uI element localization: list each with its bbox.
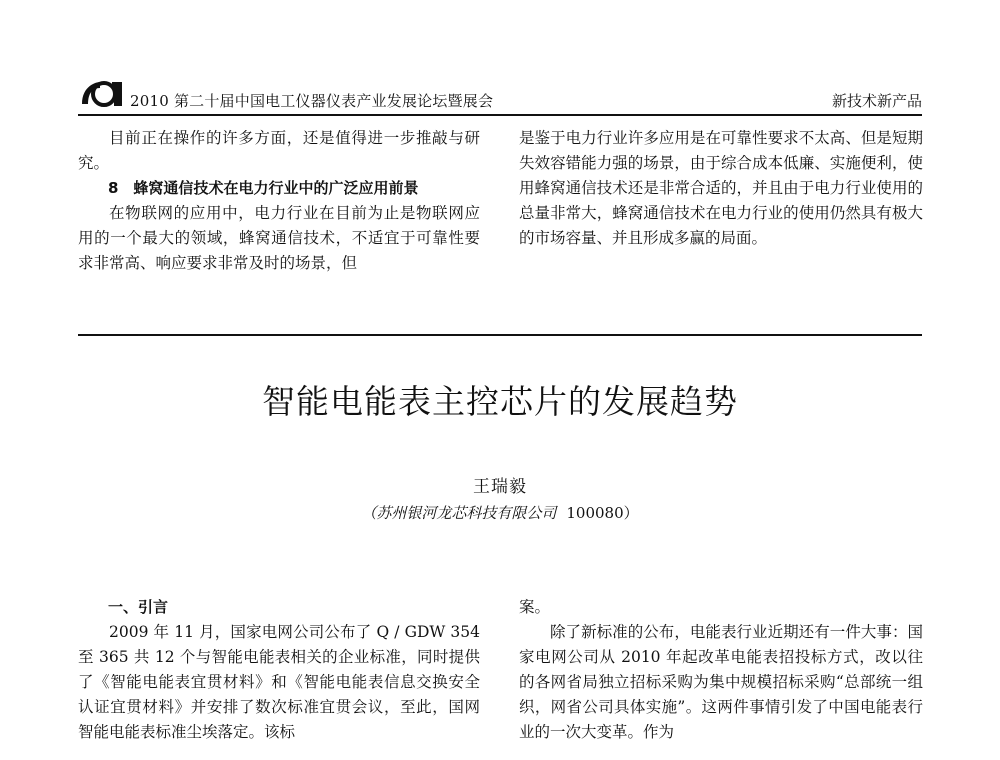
top-left-column (78, 126, 480, 276)
paragraph: 是鉴于电力行业许多应用是在可靠性要求不太高、但是短期失效容错能力强的场景，由于综合成本低廉、实施便利，使用蜂窝通信技术还是非常合适的，并且由于电力行业使用的总量非常大，蜂窝通信技术在电力行业的使用仍然具有极大的市场容量、并且形成多赢的局面。 (519, 129, 923, 247)
paragraph-continuation: 案。 (519, 598, 551, 616)
paragraph: 目前正在操作的许多方面，还是值得进一步推敲与研究。 (78, 129, 480, 172)
author-name: 王瑞毅 (473, 477, 527, 497)
article-divider (78, 334, 922, 336)
paragraph: 在物联网的应用中，电力行业在目前为止是物联网应用的一个最大的领域，蜂窝通信技术，不适宜于可靠性要求非常高、响应要求非常及时的场景，但 (78, 204, 480, 272)
section-tag: 新技术新产品 (831, 92, 922, 110)
paragraph: 除了新标准的公布，电能表行业近期还有一件大事：国家电网公司从 2010 年起改革电能表招投标方式，改以往的各网省局独立招标采购为集中规模招标采购“总部统一组织，网省公司具体实施”。这两件事情引发了中国电能表行业的一次大变革。作为 (519, 623, 923, 741)
running-header (78, 74, 922, 112)
intro-heading: 一、引言 (108, 598, 169, 616)
postcode: 100080） (566, 504, 639, 522)
affiliation-name: （苏州银河龙芯科技有限公司 (361, 504, 557, 522)
bottom-left-column (78, 595, 480, 745)
header-divider (78, 114, 922, 116)
section-heading: 8 蜂窝通信技术在电力行业中的广泛应用前景 (108, 179, 419, 197)
bottom-right-column (519, 595, 923, 745)
author-affiliation (0, 502, 1000, 523)
conference-title: 2010 第二十届中国电工仪器仪表产业发展论坛暨展会 (130, 92, 494, 110)
conference-logo-icon (78, 78, 124, 110)
top-right-column (519, 126, 923, 251)
paragraph: 2009 年 11 月，国家电网公司公布了 Q / GDW 354 至 365 共 12 个与智能电能表相关的企业标准，同时提供了《智能电能表宜贯材料》和《智能电能表信息交换安全认证宜贯材料》并安排了数次标准宜贯会议，至此，国网智能电能表标准尘埃落定。该标 (78, 623, 480, 741)
article-title: 智能电能表主控芯片的发展趋势 (262, 382, 738, 421)
